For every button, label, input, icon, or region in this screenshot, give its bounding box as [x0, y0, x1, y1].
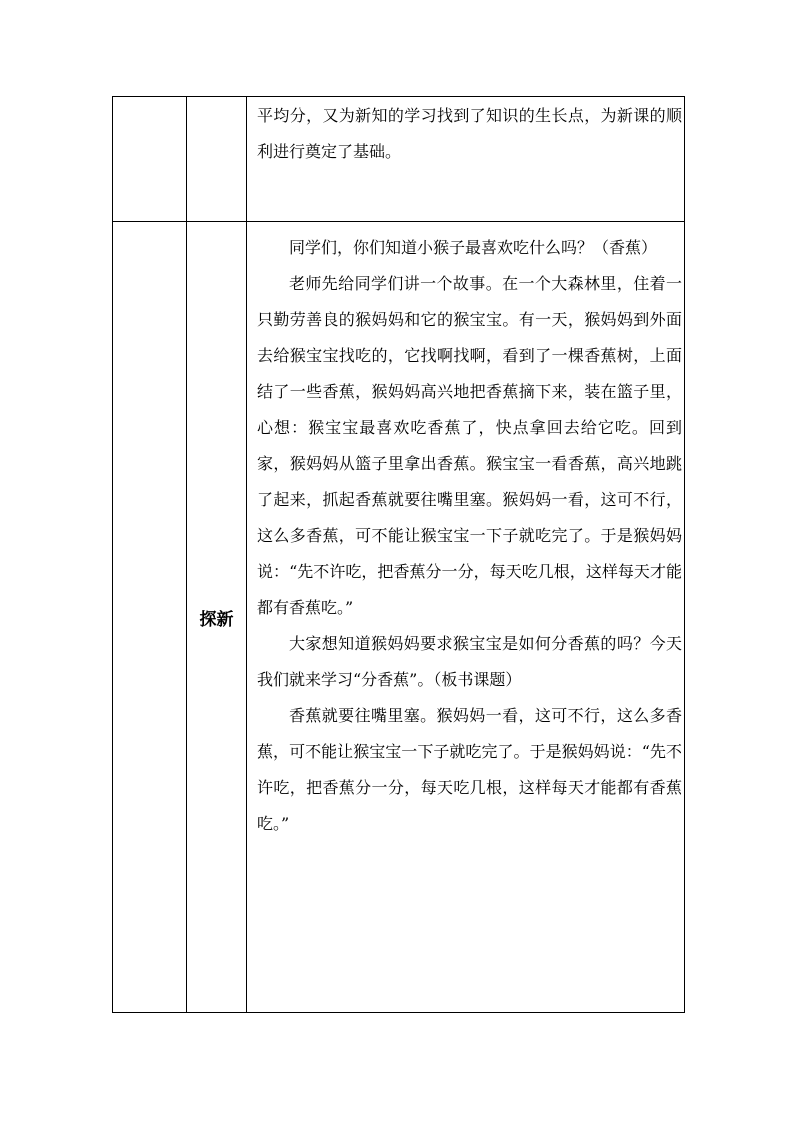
content-cell	[247, 97, 685, 222]
stage-label-explore: 探新	[199, 609, 234, 630]
paragraph: 大家想知道猴妈妈要求猴宝宝是如何分香蕉的吗？今天我们就来学习“分香蕉”。（板书课题）	[257, 634, 682, 689]
content-text	[247, 222, 684, 842]
paragraph: 老师先给同学们讲一个故事。在一个大森林里，住着一只勤劳善良的猴妈妈和它的猴宝宝。有一天，猴妈妈到外面去给猴宝宝找吃的，它找啊找啊，看到了一棵香蕉树，上面结了一些香蕉，猴妈妈高兴地把香蕉摘下来，装在篮子里，心想：猴宝宝最喜欢吃香蕉了，快点拿回去给它吃。回到家，猴妈妈从篮子里拿出香蕉。猴宝宝一看香蕉，高兴地跳了起来，抓起香蕉就要往嘴里塞。猴妈妈一看，这可不行，这么多香蕉，可不能让猴宝宝一下子就吃完了。于是猴妈妈说：“先不许吃，把香蕉分一分，每天吃几根，这样每天才能都有香蕉吃。”	[257, 274, 682, 617]
empty-section-cell	[113, 97, 187, 222]
table-row	[113, 222, 685, 1013]
paragraph: 香蕉就要往嘴里塞。猴妈妈一看，这可不行，这么多香蕉，可不能让猴宝宝一下子就吃完了。于是猴妈妈说：“先不许吃，把香蕉分一分，每天吃几根，这样每天才能都有香蕉吃。”	[257, 706, 682, 833]
table-row	[113, 97, 685, 222]
empty-section-cell	[113, 222, 187, 1013]
paragraph: 同学们，你们知道小猴子最喜欢吃什么吗？（香蕉）	[289, 238, 658, 257]
paragraph: 平均分，又为新知的学习找到了知识的生长点，为新课的顺利进行奠定了基础。	[257, 106, 682, 161]
stage-cell-explore	[187, 222, 247, 1013]
stage-cell-empty	[187, 97, 247, 222]
lesson-plan-table	[112, 96, 685, 1013]
content-cell	[247, 222, 685, 1013]
content-text	[247, 97, 684, 170]
